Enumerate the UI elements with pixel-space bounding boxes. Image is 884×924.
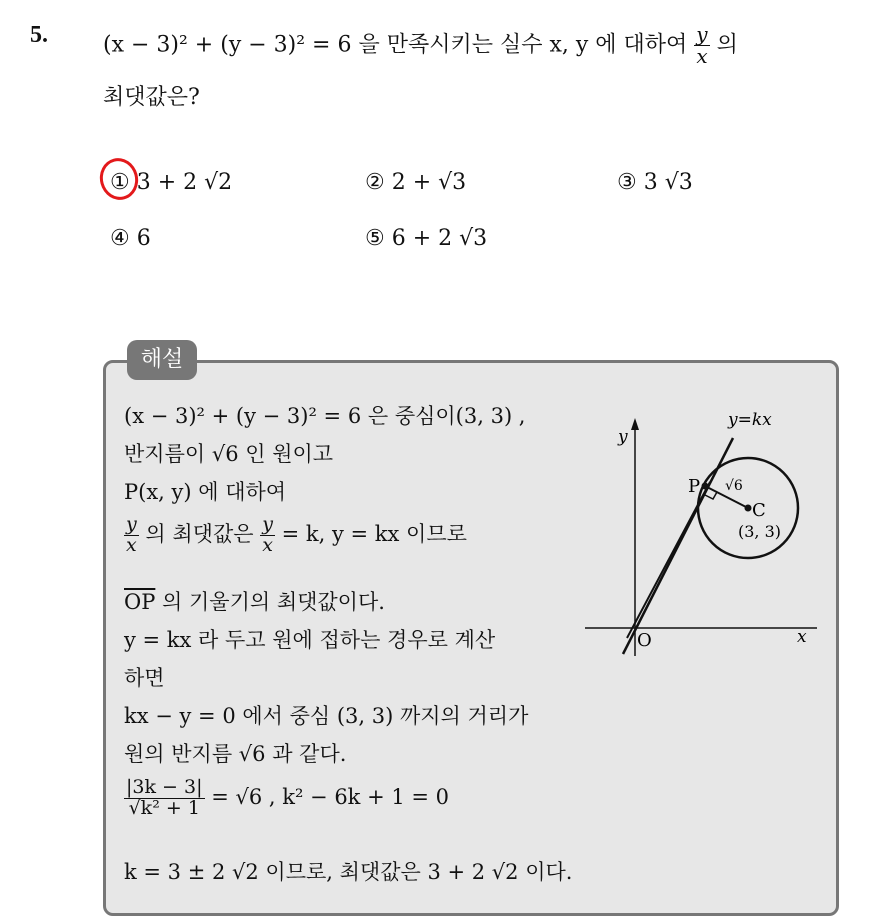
choice-4-marker: ④ [110,226,130,251]
solution-line-4-mid: 의 최댓값은 [145,521,254,546]
question-stem-part2: 의 [716,32,738,58]
solution-fraction-1 [124,515,139,556]
choice-4-text: 6 [136,226,151,251]
y-axis-arrow-icon [631,418,639,430]
choice-5[interactable] [365,226,487,251]
fraction-numerator: y [696,22,708,46]
choice-2[interactable] [365,170,466,195]
radius-label: √6 [725,478,743,494]
point-c [745,505,752,512]
solution-line-7: 하면 [124,666,165,690]
center-coordinates-label: (3, 3) [738,522,782,541]
choice-2-marker: ② [365,170,385,195]
choice-5-text: 6 + 2 √3 [391,226,488,251]
solution-fraction-1-den: x [126,533,137,556]
choice-1[interactable] [110,170,232,195]
choice-3-text: 3 √3 [643,170,693,195]
solution-line-10-rest: = √6 , k² − 6k + 1 = 0 [211,784,450,809]
point-p [702,483,709,490]
choice-5-marker: ⑤ [365,226,385,251]
solution-line-8: kx − y = 0 에서 중심 (3, 3) 까지의 거리가 [124,704,529,728]
segment-op: $\overline{OP}$ [124,590,156,614]
choice-4[interactable] [110,226,151,251]
solution-line-6: y = kx 라 두고 원에 접하는 경우로 계산 [124,628,496,652]
point-p-label: P [688,476,701,497]
solution-fraction-3 [124,778,205,819]
solution-tag: 해설 [127,340,197,380]
solution-fraction-3-num: |3k − 3| [126,776,203,798]
choice-1-text: 3 + 2 √2 [136,170,233,195]
question-stem-line2: 최댓값은? [103,85,200,110]
tangent-figure [585,400,825,660]
solution-line-2: 반지름이 √6 인 원이고 [124,442,334,466]
solution-fraction-2-num: y [262,513,273,535]
question-stem-part1: (x − 3)² + (y − 3)² = 6 을 만족시키는 실수 x, y 에 대하여 [103,32,688,58]
choice-3-marker: ③ [617,170,637,195]
solution-line-5 [124,586,385,616]
fraction-denominator: x [696,44,708,68]
solution-line-3: P(x, y) 에 대하여 [124,480,287,504]
choice-2-text: 2 + √3 [391,170,467,195]
solution-line-1: (x − 3)² + (y − 3)² = 6 은 중심이(3, 3) , [124,404,526,428]
solution-fraction-2 [260,515,275,556]
solution-fraction-1-num: y [126,513,137,535]
solution-line-4 [124,515,467,556]
question-number: 5. [30,22,48,48]
question-stem [103,24,738,67]
origin-label: O [637,630,652,651]
choice-1-marker: ① [110,170,130,195]
solution-fraction-2-den: x [262,533,273,556]
y-axis-label: y [618,427,628,447]
solution-fraction-3-den: √k² + 1 [128,796,200,819]
solution-line-4-end: = k, y = kx 이므로 [281,521,467,546]
point-c-label: C [752,500,766,521]
solution-line-5-rest: 의 기울기의 최댓값이다. [162,590,385,614]
solution-line-10 [124,778,449,819]
solution-line-9: 원의 반지름 √6 과 같다. [124,742,347,766]
x-axis-label: x [797,627,807,647]
line-label: y=kx [728,410,772,430]
choice-3[interactable] [617,170,693,195]
question-fraction [694,24,709,67]
solution-line-11: k = 3 ± 2 √2 이므로, 최댓값은 3 + 2 √2 이다. [124,860,573,884]
